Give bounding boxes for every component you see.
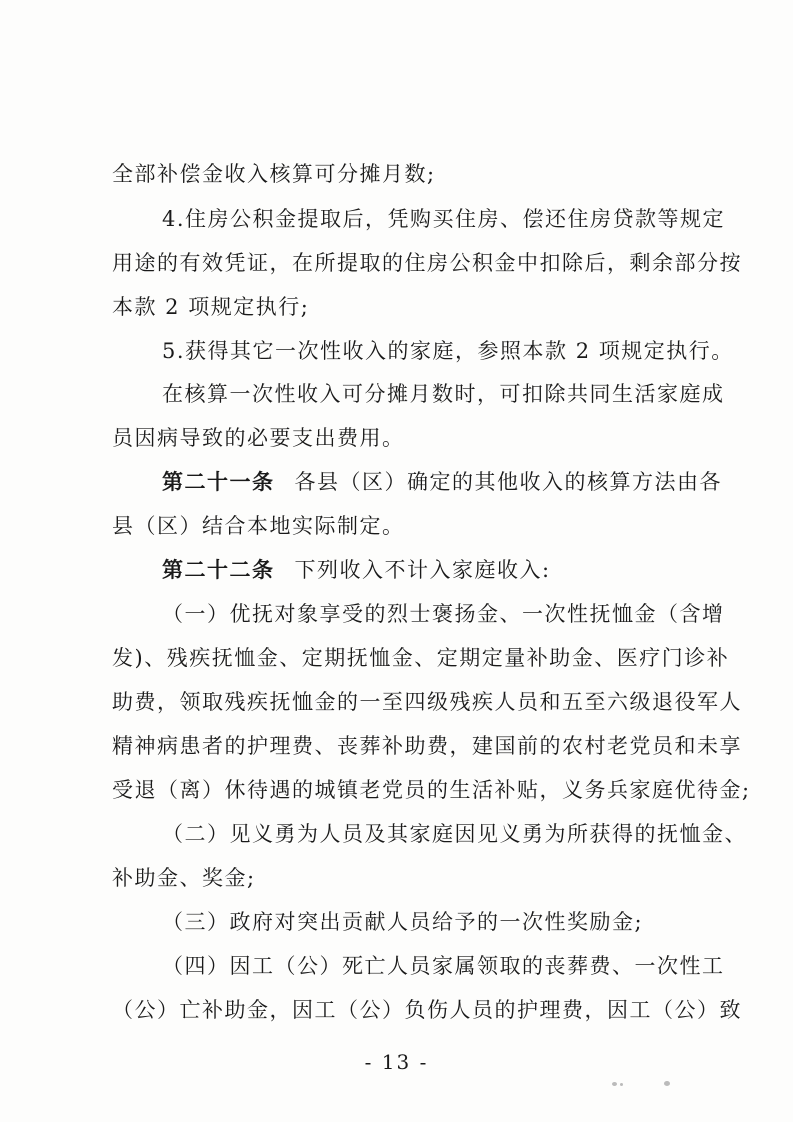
article-21-text: 各县（区）确定的其他收入的核算方法由各 bbox=[294, 470, 722, 494]
text-line: 全部补偿金收入核算可分摊月数; bbox=[112, 162, 436, 186]
text-line: 本款 2 项规定执行; bbox=[112, 295, 310, 319]
article-21-line bbox=[162, 468, 722, 496]
text-line: 受退（离）休待遇的城镇老党员的生活补贴，义务兵家庭优待金; bbox=[112, 778, 751, 802]
text-line: 补助金、奖金; bbox=[112, 866, 256, 890]
article-22-line bbox=[162, 556, 551, 584]
text-line: 发)、残疾抚恤金、定期抚恤金、定期定量补助金、医疗门诊补 bbox=[112, 646, 730, 670]
text-line: （公）亡补助金，因工（公）负伤人员的护理费，因工（公）致 bbox=[112, 998, 742, 1022]
text-line: （二）见义勇为人员及其家庭因见义勇为所获得的抚恤金、 bbox=[162, 822, 747, 846]
page-number: - 13 - bbox=[364, 1050, 429, 1074]
text-line: 用途的有效凭证，在所提取的住房公积金中扣除后，剩余部分按 bbox=[112, 251, 742, 275]
article-22-text: 下列收入不计入家庭收入: bbox=[294, 558, 551, 582]
article-22-title: 第二十二条 bbox=[162, 557, 275, 582]
article-21-title: 第二十一条 bbox=[162, 469, 275, 494]
text-line: 县（区）结合本地实际制定。 bbox=[112, 514, 405, 538]
text-line: 助费，领取残疾抚恤金的一至四级残疾人员和五至六级退役军人 bbox=[112, 690, 742, 714]
text-line: （一）优抚对象享受的烈士褒扬金、一次性抚恤金（含增 bbox=[162, 602, 725, 626]
text-line: 员因病导致的必要支出费用。 bbox=[112, 426, 405, 450]
text-line: （三）政府对突出贡献人员给予的一次性奖励金; bbox=[162, 910, 644, 934]
text-line: 4.住房公积金提取后，凭购买住房、偿还住房贷款等规定 bbox=[162, 207, 726, 231]
text-line: （四）因工（公）死亡人员家属领取的丧葬费、一次性工 bbox=[162, 954, 725, 978]
text-line: 精神病患者的护理费、丧葬补助费，建国前的农村老党员和未享 bbox=[112, 734, 742, 758]
text-line: 在核算一次性收入可分摊月数时，可扣除共同生活家庭成 bbox=[162, 382, 725, 406]
text-line: 5.获得其它一次性收入的家庭，参照本款 2 项规定执行。 bbox=[162, 339, 734, 363]
scan-smudge bbox=[612, 1080, 682, 1088]
